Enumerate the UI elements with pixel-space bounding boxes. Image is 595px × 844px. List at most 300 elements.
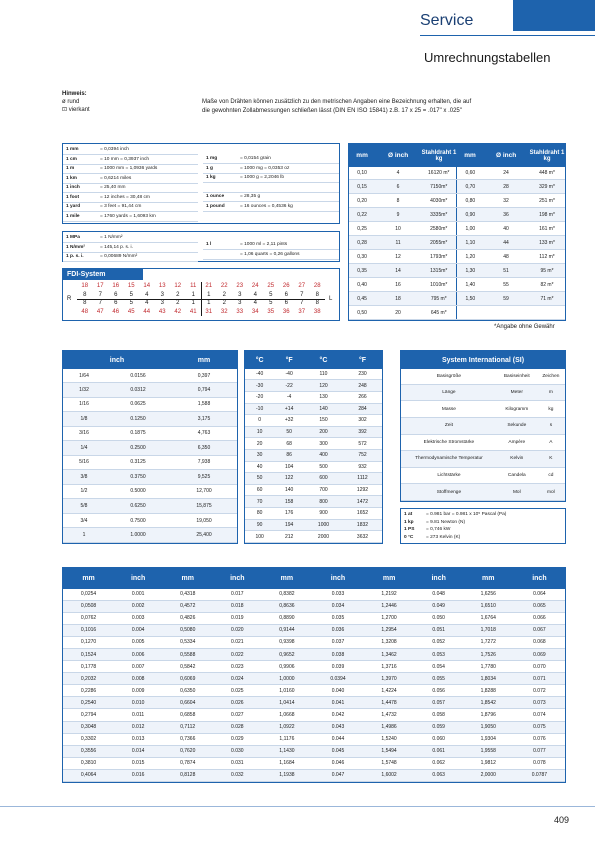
fraction-row-cell: 5/8 xyxy=(63,499,105,514)
mm-inch-row-cell: 0.035 xyxy=(312,612,363,624)
si-row-cell: Masse xyxy=(401,401,497,418)
wire-row-cell: 36 xyxy=(483,208,529,222)
fraction-row-cell: 0.7500 xyxy=(105,513,171,528)
temp-row xyxy=(245,426,382,438)
mm-inch-row-cell: 0.024 xyxy=(213,673,261,685)
fraction-row-cell: 25,400 xyxy=(171,528,237,543)
si-note-row xyxy=(401,519,565,527)
mm-inch-row xyxy=(63,685,565,697)
wire-row-cell: 0,40 xyxy=(349,278,375,292)
wire-row-cell: 7150m* xyxy=(421,180,457,194)
fraction-col-mm: mm xyxy=(171,351,237,369)
fdi-tooth-number: 24 xyxy=(251,283,259,289)
length-row xyxy=(63,202,198,212)
mm-inch-row-cell: 0.045 xyxy=(312,745,363,757)
mm-inch-col-mm: mm xyxy=(364,568,415,589)
fraction-row-cell: 0.5000 xyxy=(105,484,171,499)
fdi-tooth-number: 27 xyxy=(298,283,306,289)
fdi-tooth-number: 4 xyxy=(253,291,257,298)
mm-inch-row-cell: 0,9398 xyxy=(261,636,312,648)
mm-inch-row-cell: 0.019 xyxy=(213,612,261,624)
mm-inch-row-cell: 0,3302 xyxy=(63,733,114,745)
temp-row-cell: 30 xyxy=(245,449,274,461)
wire-row-cell xyxy=(529,306,565,320)
temp-row-cell: -40 xyxy=(274,369,304,380)
mm-inch-row-cell: 0.031 xyxy=(213,757,261,769)
mm-inch-row-cell: 0.047 xyxy=(312,769,363,781)
mm-inch-row-cell: 1,7780 xyxy=(463,661,514,673)
wire-row-cell: 11 xyxy=(375,236,421,250)
mm-inch-row xyxy=(63,661,565,673)
mm-inch-row-cell: 0,1270 xyxy=(63,636,114,648)
temp-row-cell: 752 xyxy=(343,449,382,461)
fraction-col-inch: inch xyxy=(63,351,171,369)
si-title: System International (SI) xyxy=(401,351,565,369)
mm-inch-row-cell: 0.074 xyxy=(514,709,565,721)
mm-inch-row-cell: 0,7874 xyxy=(162,757,213,769)
wire-row-cell: 4 xyxy=(375,167,421,180)
mm-inch-row-cell: 1,6002 xyxy=(364,769,415,781)
mm-inch-row-cell: 1,5748 xyxy=(364,757,415,769)
temp-row-cell: 176 xyxy=(274,507,304,519)
mm-inch-row-cell: 0.063 xyxy=(415,769,463,781)
mm-inch-row-cell: 0,0762 xyxy=(63,612,114,624)
fdi-title: FDI-System xyxy=(63,269,143,280)
fdi-tooth-number: 26 xyxy=(282,283,290,289)
wire-row-cell: 1793m* xyxy=(421,250,457,264)
mm-inch-row-cell: 0.026 xyxy=(213,697,261,709)
fraction-row-cell: 3/8 xyxy=(63,470,105,485)
wire-row xyxy=(349,264,565,278)
temp-row-cell: 140 xyxy=(304,403,343,415)
wire-row xyxy=(349,222,565,236)
temp-row-cell: 700 xyxy=(304,484,343,496)
si-note-unit: 0 °C xyxy=(404,534,414,540)
mm-inch-row-cell: 0.039 xyxy=(312,661,363,673)
mm-inch-row-cell: 0.077 xyxy=(514,745,565,757)
wire-row-cell: 10 xyxy=(375,222,421,236)
mm-inch-row-cell: 0,3556 xyxy=(63,745,114,757)
wire-row-cell: 48 xyxy=(483,250,529,264)
weight-row-value: = 1000 g = 2,2046 lb xyxy=(237,173,339,183)
si-note-value: = 273 Kelvin (K) xyxy=(426,534,461,540)
wire-row-cell: 32 xyxy=(483,194,529,208)
weight-row-value: = 0,0154 grain xyxy=(237,154,339,164)
wire-row-cell xyxy=(457,306,483,320)
weight-row xyxy=(203,192,339,202)
temp-row xyxy=(245,391,382,403)
wire-row-cell: 112 m* xyxy=(529,250,565,264)
fraction-row-cell: 0.2500 xyxy=(105,441,171,456)
mm-inch-row-cell: 0.057 xyxy=(415,697,463,709)
wire-row-cell: 1,10 xyxy=(457,236,483,250)
temp-row-cell: 248 xyxy=(343,380,382,392)
mm-inch-col-mm: mm xyxy=(463,568,514,589)
temp-row-cell: 230 xyxy=(343,369,382,380)
mm-inch-row-cell: 0.038 xyxy=(312,649,363,661)
temp-row-cell: 194 xyxy=(274,519,304,531)
mm-inch-row-cell: 0,7620 xyxy=(162,745,213,757)
fraction-row xyxy=(63,484,237,499)
mm-inch-row-cell: 0.055 xyxy=(415,673,463,685)
wire-row xyxy=(349,208,565,222)
wire-row-cell: 1010m* xyxy=(421,278,457,292)
mm-inch-row-cell: 0.008 xyxy=(114,673,162,685)
temp-row-cell: 120 xyxy=(304,380,343,392)
fdi-tooth-number: 44 xyxy=(143,308,151,315)
length-row-unit: 1 cm xyxy=(63,155,97,165)
mm-inch-col-inch: inch xyxy=(415,568,463,589)
mm-inch-row-cell: 1,3970 xyxy=(364,673,415,685)
temp-row xyxy=(245,461,382,473)
fdi-tooth-number: 42 xyxy=(174,308,182,315)
pressure-row xyxy=(63,243,198,253)
mm-inch-row-cell: 0.052 xyxy=(415,636,463,648)
mm-inch-row-cell: 0.014 xyxy=(114,745,162,757)
temp-row xyxy=(245,496,382,508)
wire-row-cell: 0,25 xyxy=(349,222,375,236)
si-row-cell: Mol xyxy=(497,484,537,501)
fraction-row-cell: 0.3125 xyxy=(105,455,171,470)
fdi-tooth-number: 1 xyxy=(207,300,211,306)
si-note-value: = 0,746 kW xyxy=(426,527,451,533)
mm-inch-row-cell: 0.020 xyxy=(213,624,261,636)
temp-row-cell: 60 xyxy=(245,484,274,496)
mm-inch-row-cell: 0,1778 xyxy=(63,661,114,673)
page-title: Umrechnungstabellen xyxy=(424,50,551,65)
mm-inch-row-cell: 0.011 xyxy=(114,709,162,721)
mm-inch-row-cell: 0.069 xyxy=(514,649,565,661)
wire-col-inch: Ø inch xyxy=(375,144,421,167)
temp-row-cell: 400 xyxy=(304,449,343,461)
wire-row-cell: 251 m* xyxy=(529,194,565,208)
mm-inch-col-inch: inch xyxy=(514,568,565,589)
fraction-row-cell: 1,588 xyxy=(171,397,237,412)
fdi-tooth-number: 6 xyxy=(284,300,288,306)
mm-inch-row-cell: 0.0787 xyxy=(514,769,565,781)
mm-inch-row-cell: 0,5588 xyxy=(162,649,213,661)
temp-row-cell: 600 xyxy=(304,473,343,485)
wire-row-cell: 82 m* xyxy=(529,278,565,292)
fdi-tooth-number: 3 xyxy=(160,300,164,306)
wire-row-cell: 795 m* xyxy=(421,292,457,306)
mm-inch-row-cell: 0.068 xyxy=(514,636,565,648)
wire-row-cell: 3335m* xyxy=(421,208,457,222)
wire-row xyxy=(349,306,565,320)
temp-row-cell: +32 xyxy=(274,415,304,427)
fdi-tooth-number: 11 xyxy=(190,283,197,289)
pressure-row xyxy=(63,252,198,262)
volume-table xyxy=(203,240,339,260)
pressure-row xyxy=(63,233,198,243)
mm-inch-row-cell: 0.059 xyxy=(415,721,463,733)
fdi-tooth-number: 28 xyxy=(313,283,321,289)
footer-rule xyxy=(0,806,595,807)
temp-row xyxy=(245,380,382,392)
wire-note: *Angabe ohne Gewähr xyxy=(494,324,555,330)
mm-inch-row xyxy=(63,673,565,685)
pressure-row-unit: 1 MPa xyxy=(63,233,97,243)
wire-row-cell: 1,20 xyxy=(457,250,483,264)
mm-inch-row-cell: 1,2954 xyxy=(364,624,415,636)
mm-inch-row-cell: 1,6256 xyxy=(463,589,514,600)
temp-row-cell: 1112 xyxy=(343,473,382,485)
temp-row-cell: 200 xyxy=(304,426,343,438)
fdi-tooth-number: 7 xyxy=(98,291,102,298)
mm-inch-row xyxy=(63,769,565,781)
si-note-row xyxy=(401,534,565,542)
fraction-row-cell: 0.0312 xyxy=(105,383,171,398)
temp-row-cell: -10 xyxy=(245,403,274,415)
fdi-tooth-number: 5 xyxy=(129,291,133,298)
wire-row-cell: 95 m* xyxy=(529,264,565,278)
mm-inch-row-cell: 0.027 xyxy=(213,709,261,721)
fraction-row xyxy=(63,426,237,441)
hinweis-rund: ø rund xyxy=(62,99,80,105)
weight-row-unit: 1 pound xyxy=(203,202,237,212)
wire-row-cell: 18 xyxy=(375,292,421,306)
fdi-box xyxy=(62,268,340,321)
mm-inch-row-cell: 0.064 xyxy=(514,589,565,600)
temp-row-cell: 1000 xyxy=(304,519,343,531)
temp-row-cell: 130 xyxy=(304,391,343,403)
fraction-row-cell: 0.1875 xyxy=(105,426,171,441)
mm-inch-row-cell: 0,0508 xyxy=(63,600,114,612)
fdi-tooth-number: 37 xyxy=(298,308,306,315)
si-row-cell: Kilogramm xyxy=(497,401,537,418)
mm-inch-row-cell: 0,2032 xyxy=(63,673,114,685)
mm-inch-row-cell: 0.044 xyxy=(312,733,363,745)
mm-inch-row-cell: 1,7018 xyxy=(463,624,514,636)
mm-inch-row-cell: 1,2192 xyxy=(364,589,415,600)
fraction-row-cell: 1/32 xyxy=(63,383,105,398)
mm-inch-row-cell: 1,1430 xyxy=(261,745,312,757)
mm-inch-row-cell: 0.071 xyxy=(514,673,565,685)
mm-inch-row xyxy=(63,600,565,612)
temp-row xyxy=(245,473,382,485)
temp-row xyxy=(245,403,382,415)
si-note-value: = 9.81 Newton (N) xyxy=(426,519,466,525)
si-table xyxy=(400,350,566,502)
fraction-row-cell: 1.0000 xyxy=(105,528,171,543)
mm-inch-row-cell: 1,4732 xyxy=(364,709,415,721)
mm-inch-row-cell: 0,8890 xyxy=(261,612,312,624)
fraction-row-cell: 3,175 xyxy=(171,412,237,427)
wire-row-cell: 0,20 xyxy=(349,194,375,208)
mm-inch-row-cell: 0.037 xyxy=(312,636,363,648)
fraction-row-cell: 19,050 xyxy=(171,513,237,528)
weight-row xyxy=(203,183,339,193)
fraction-row xyxy=(63,528,237,543)
mm-inch-row xyxy=(63,636,565,648)
hinweis-text-line2: die gewohnten Zollabmessungen schließen lässt (DIN EN ISO 15841) z.B. 17 x 25 = .017" x .025" xyxy=(202,108,462,114)
mm-inch-row-cell: 0.007 xyxy=(114,661,162,673)
si-row-cell: Ampère xyxy=(497,434,537,451)
length-row xyxy=(63,164,198,174)
temp-row-cell: 68 xyxy=(274,438,304,450)
mm-inch-row xyxy=(63,709,565,721)
mm-inch-row-cell: 0.036 xyxy=(312,624,363,636)
mm-inch-row-cell: 0.076 xyxy=(514,733,565,745)
fdi-cross-v xyxy=(201,282,202,316)
fdi-tooth-number: 43 xyxy=(158,308,166,315)
wire-col-stahl: Stahldraht 1 kg xyxy=(421,144,457,167)
mm-inch-row-cell: 0,4572 xyxy=(162,600,213,612)
si-row-cell: A xyxy=(537,434,565,451)
mm-inch-row-cell: 0.062 xyxy=(415,757,463,769)
wire-row-cell: 0,80 xyxy=(457,194,483,208)
section-title: Service xyxy=(420,12,474,29)
fdi-r-label: R xyxy=(67,296,72,302)
mm-inch-row-cell: 0.025 xyxy=(213,685,261,697)
fdi-tooth-number: 7 xyxy=(98,300,102,306)
si-row xyxy=(401,369,565,384)
mm-inch-row-cell: 0.021 xyxy=(213,636,261,648)
fdi-tooth-number: 25 xyxy=(267,283,275,289)
fdi-tooth-number: 8 xyxy=(83,300,87,306)
mm-inch-row-cell: 0.009 xyxy=(114,685,162,697)
fdi-tooth-number: 3 xyxy=(238,300,242,306)
temp-row-cell: 10 xyxy=(245,426,274,438)
fraction-row-cell: 0.0156 xyxy=(105,369,171,383)
fraction-row-cell: 1/4 xyxy=(63,441,105,456)
temp-row-cell: 40 xyxy=(245,461,274,473)
mm-inch-row-cell: 0.040 xyxy=(312,685,363,697)
fdi-tooth-number: 35 xyxy=(267,308,275,315)
mm-inch-row-cell: 0.054 xyxy=(415,661,463,673)
length-row xyxy=(63,183,198,193)
mm-inch-row-cell: 0,6858 xyxy=(162,709,213,721)
mm-inch-row-cell: 0.041 xyxy=(312,697,363,709)
mm-inch-row-cell: 0.012 xyxy=(114,721,162,733)
wire-col-mm: mm xyxy=(349,144,375,167)
length-row-unit: 1 mm xyxy=(63,145,97,155)
mm-inch-row-cell: 0.056 xyxy=(415,685,463,697)
mm-inch-row-cell: 0,6069 xyxy=(162,673,213,685)
mm-inch-row xyxy=(63,721,565,733)
temp-row-cell: 3632 xyxy=(343,531,382,543)
fraction-row-cell: 9,525 xyxy=(171,470,237,485)
mm-inch-row-cell: 0.053 xyxy=(415,649,463,661)
mm-inch-row-cell: 0,2794 xyxy=(63,709,114,721)
weight-row xyxy=(203,154,339,164)
wire-row-cell: 16 xyxy=(375,278,421,292)
mm-inch-row-cell: 0.048 xyxy=(415,589,463,600)
wire-row xyxy=(349,292,565,306)
mm-inch-row-cell: 1,4986 xyxy=(364,721,415,733)
temp-row-cell: -30 xyxy=(245,380,274,392)
si-row-cell: K xyxy=(537,451,565,468)
si-row-cell: m xyxy=(537,384,565,401)
fdi-tooth-number: 2 xyxy=(176,300,180,306)
fraction-row-cell: 0,794 xyxy=(171,383,237,398)
mm-inch-row-cell: 0.042 xyxy=(312,709,363,721)
wire-col-inch2: Ø inch xyxy=(483,144,529,167)
fraction-table xyxy=(62,350,238,544)
si-row xyxy=(401,451,565,468)
temp-row-cell: 284 xyxy=(343,403,382,415)
mm-inch-row-cell: 0,0254 xyxy=(63,589,114,600)
temp-row-cell: 104 xyxy=(274,461,304,473)
wire-row-cell: 40 xyxy=(483,222,529,236)
fraction-row-cell: 3/4 xyxy=(63,513,105,528)
fraction-row-cell: 3/16 xyxy=(63,426,105,441)
temp-row-cell: 2000 xyxy=(304,531,343,543)
mm-inch-col-mm: mm xyxy=(261,568,312,589)
mm-inch-row-cell: 0,5842 xyxy=(162,661,213,673)
mm-inch-row-cell: 1,0922 xyxy=(261,721,312,733)
fraction-row-cell: 1/2 xyxy=(63,484,105,499)
wire-row xyxy=(349,236,565,250)
mm-inch-row-cell: 0.060 xyxy=(415,733,463,745)
temp-row-cell: 1472 xyxy=(343,496,382,508)
mm-inch-row-cell: 0,1524 xyxy=(63,649,114,661)
si-row xyxy=(401,467,565,484)
fraction-row xyxy=(63,455,237,470)
length-row-value: = 3 feet = 91,44 cm xyxy=(97,202,198,212)
temp-col-c2: °C xyxy=(304,351,343,369)
mm-inch-row-cell: 1,0160 xyxy=(261,685,312,697)
wire-row-cell: 4030m* xyxy=(421,194,457,208)
mm-inch-col-inch: inch xyxy=(114,568,162,589)
length-row-value: = 25,40 mm xyxy=(97,183,198,193)
length-row xyxy=(63,212,198,222)
mm-inch-row-cell: 0.010 xyxy=(114,697,162,709)
fraction-row xyxy=(63,499,237,514)
fraction-row-cell: 5/16 xyxy=(63,455,105,470)
wire-row xyxy=(349,167,565,180)
wire-row-cell: 448 m* xyxy=(529,167,565,180)
page-number: 409 xyxy=(554,815,570,825)
mm-inch-row-cell: 0.049 xyxy=(415,600,463,612)
pressure-row-value: = 145,14 p. s. i. xyxy=(97,243,198,253)
fraction-row-cell: 1/8 xyxy=(63,412,105,427)
fdi-tooth-number: 4 xyxy=(253,300,257,306)
fraction-row-cell: 0.3750 xyxy=(105,470,171,485)
fdi-tooth-number: 8 xyxy=(83,291,87,298)
fdi-tooth-number: 21 xyxy=(205,283,213,289)
mm-inch-row-cell: 0,2286 xyxy=(63,685,114,697)
si-row xyxy=(401,484,565,501)
fraction-row-cell: 4,763 xyxy=(171,426,237,441)
mm-inch-row-cell: 0.022 xyxy=(213,649,261,661)
fraction-row-cell: 0.1250 xyxy=(105,412,171,427)
weight-row xyxy=(203,173,339,183)
mm-inch-row-cell: 1,2700 xyxy=(364,612,415,624)
mm-inch-row xyxy=(63,745,565,757)
si-row-cell: cd xyxy=(537,467,565,484)
mm-inch-row xyxy=(63,649,565,661)
mm-inch-row-cell: 1,6764 xyxy=(463,612,514,624)
fdi-tooth-number: 6 xyxy=(284,291,288,298)
si-row-cell: Thermodynamische Temperatur xyxy=(401,451,497,468)
wire-row-cell: 1,30 xyxy=(457,264,483,278)
mm-inch-row-cell: 1,4478 xyxy=(364,697,415,709)
wire-row-cell: 28 xyxy=(483,180,529,194)
mm-inch-row-cell: 0,7112 xyxy=(162,721,213,733)
temp-row-cell: 572 xyxy=(343,438,382,450)
si-note-unit: 1 PS xyxy=(404,527,415,533)
mm-inch-row-cell: 1,5240 xyxy=(364,733,415,745)
wire-col-mm2: mm xyxy=(457,144,483,167)
mm-inch-row-cell: 1,3208 xyxy=(364,636,415,648)
wire-row-cell: 645 m* xyxy=(421,306,457,320)
mm-inch-row-cell: 0,9906 xyxy=(261,661,312,673)
mm-inch-row-cell: 0.070 xyxy=(514,661,565,673)
fraction-row xyxy=(63,383,237,398)
wire-row-cell: 0,10 xyxy=(349,167,375,180)
fdi-tooth-number: 2 xyxy=(176,291,180,298)
